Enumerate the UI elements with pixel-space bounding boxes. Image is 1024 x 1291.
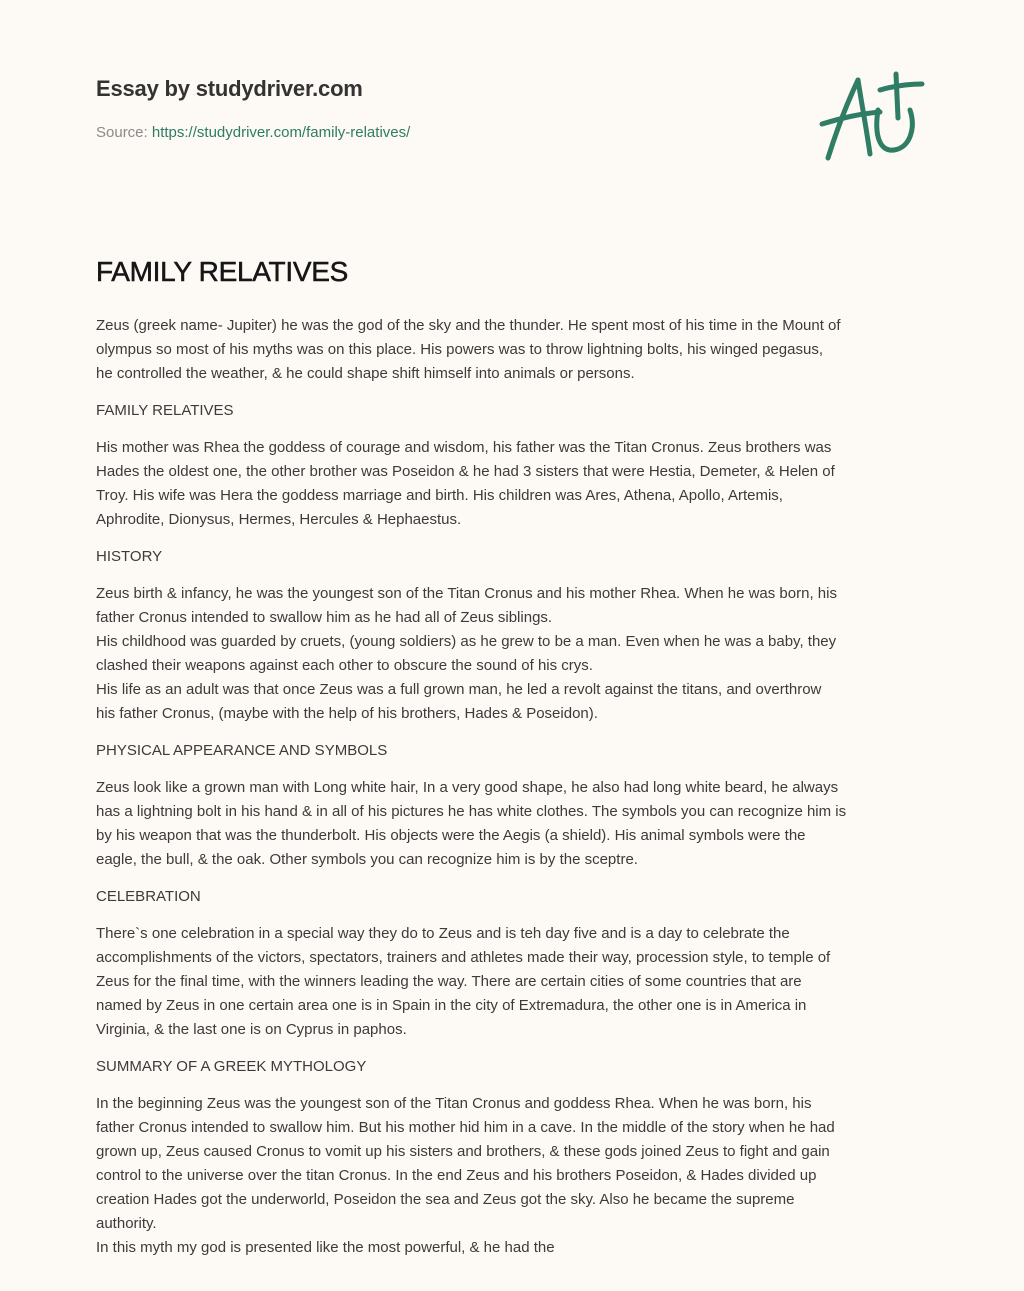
paragraph (96, 582, 936, 726)
text-line: Zeus look like a grown man with Long white hair, In a very good shape, he also had long white beard, he always (96, 779, 839, 796)
text-line: His life as an adult was that once Zeus was a full grown man, he led a revolt against the titans, and overthrow (96, 681, 822, 698)
text-line: creation Hades got the underworld, Poseidon the sea and Zeus got the sky. Also he became the supreme (96, 1191, 795, 1208)
source-label: Source: (96, 124, 152, 141)
essay-body (96, 314, 936, 1273)
text-line: SUMMARY OF A GREEK MYTHOLOGY (96, 1058, 367, 1075)
text-line: accomplishments of the victors, spectators, trainers and athletes made their way, procession style, to temple of (96, 949, 831, 966)
paragraph (96, 776, 936, 872)
text-line: His mother was Rhea the goddess of courage and wisdom, his father was the Titan Cronus. Zeus brothers was (96, 439, 832, 456)
text-line: by his weapon that was the thunderbolt. His objects were the Aegis (a shield). His animal symbols were the (96, 827, 806, 844)
text-line: father Cronus intended to swallow him as he had all of Zeus siblings. (96, 609, 553, 626)
text-line: he controlled the weather, & he could shape shift himself into animals or persons. (96, 365, 635, 382)
text-line: Zeus for the final time, with the winners leading the way. There are certain cities of some countries that are (96, 973, 802, 990)
section-heading (96, 739, 936, 763)
text-line: In the beginning Zeus was the youngest son of the Titan Cronus and goddess Rhea. When he was born, his (96, 1095, 812, 1112)
text-line: has a lightning bolt in his hand & in all of his pictures he has white clothes. The symbols you can recognize him is (96, 803, 847, 820)
text-line: olympus so most of his myths was on this place. His powers was to throw lightning bolts, his winged pegasus, (96, 341, 824, 358)
page-title: FAMILY RELATIVES (96, 256, 348, 287)
site-brand: Essay by studydriver.com (96, 76, 363, 101)
a-plus-logo-icon (818, 66, 930, 166)
text-line: control to the universe over the titan Cronus. In the end Zeus and his brothers Poseidon, & Hades divided up (96, 1167, 817, 1184)
section-heading (96, 399, 936, 423)
text-line: Zeus (greek name- Jupiter) he was the god of the sky and the thunder. He spent most of his time in the Mount of (96, 317, 841, 334)
text-line: Virginia, & the last one is on Cyprus in paphos. (96, 1021, 407, 1038)
text-line: Troy. His wife was Hera the goddess marriage and birth. His children was Ares, Athena, Apollo, Artemis, (96, 487, 783, 504)
text-line: His childhood was guarded by cruets, (young soldiers) as he grew to be a man. Even when he was a baby, they (96, 633, 837, 650)
text-line: father Cronus intended to swallow him. But his mother hid him in a cave. In the middle of the story when he had (96, 1119, 835, 1136)
text-line: authority. (96, 1215, 157, 1232)
section-heading (96, 545, 936, 569)
text-line: clashed their weapons against each other to obscure the sound of his crys. (96, 657, 593, 674)
paragraph (96, 1092, 936, 1260)
paragraph (96, 922, 936, 1042)
text-line: his father Cronus, (maybe with the help of his brothers, Hades & Poseidon). (96, 705, 598, 722)
paragraph (96, 314, 936, 386)
source-link[interactable]: https://studydriver.com/family-relatives/ (151, 124, 411, 141)
section-heading (96, 1055, 936, 1079)
text-line: grown up, Zeus caused Cronus to vomit up his sisters and brothers, & these gods joined Zeus to fight and gain (96, 1143, 830, 1160)
source-line (96, 124, 410, 141)
section-heading (96, 885, 936, 909)
text-line: eagle, the bull, & the oak. Other symbols you can recognize him is by the sceptre. (96, 851, 638, 868)
text-line: Aphrodite, Dionysus, Hermes, Hercules & Hephaestus. (96, 511, 462, 528)
text-line: There`s one celebration in a special way they do to Zeus and is teh day five and is a day to celebrate the (96, 925, 790, 942)
text-line: CELEBRATION (96, 888, 201, 905)
text-line: In this myth my god is presented like the most powerful, & he had the (96, 1239, 555, 1256)
text-line: Zeus birth & infancy, he was the youngest son of the Titan Cronus and his mother Rhea. When he was born, his (96, 585, 837, 602)
text-line: HISTORY (96, 548, 163, 565)
text-line: Hades the oldest one, the other brother was Poseidon & he had 3 sisters that were Hestia, Demeter, & Helen of (96, 463, 835, 480)
text-line: FAMILY RELATIVES (96, 402, 234, 419)
paragraph (96, 436, 936, 532)
text-line: named by Zeus in one certain area one is in Spain in the city of Extremadura, the other one is in America in (96, 997, 807, 1014)
text-line: PHYSICAL APPEARANCE AND SYMBOLS (96, 742, 388, 759)
